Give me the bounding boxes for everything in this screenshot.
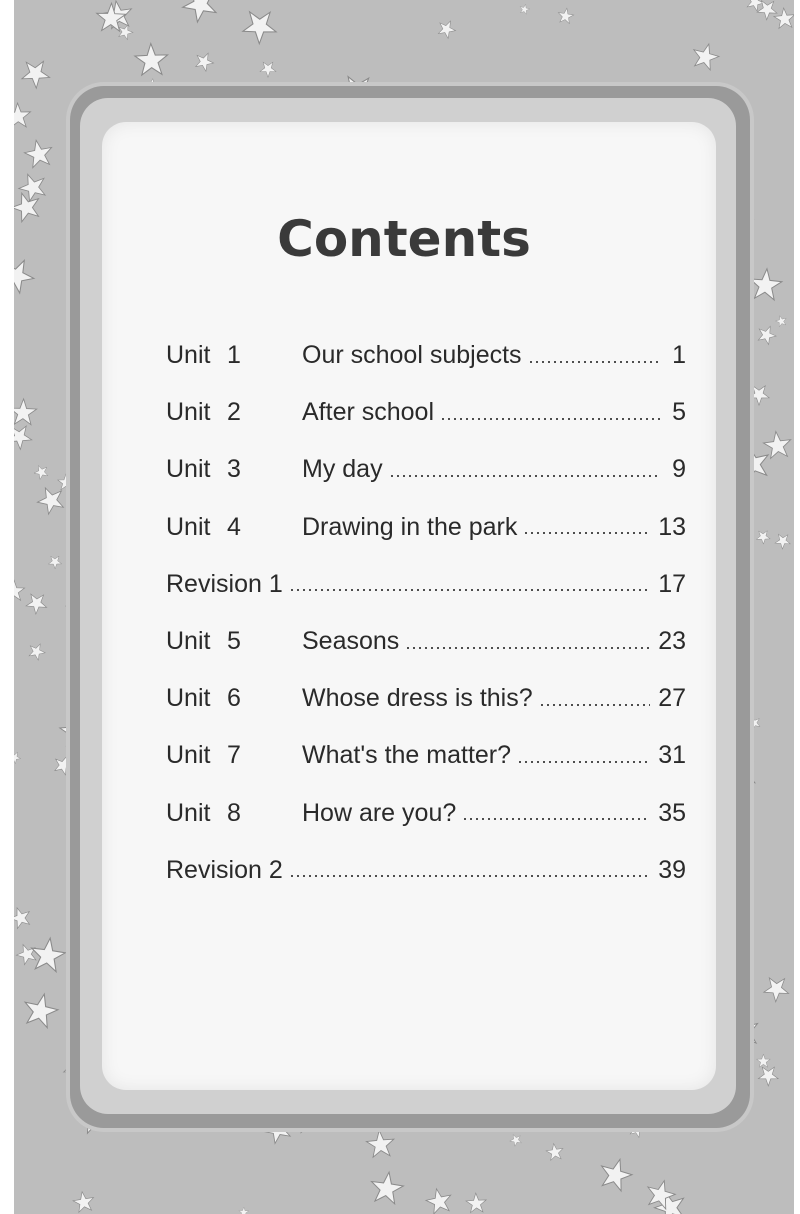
star-icon xyxy=(597,1155,636,1193)
page-number: 23 xyxy=(658,627,686,656)
unit-label xyxy=(166,741,302,770)
star-icon xyxy=(14,580,25,600)
star-icon xyxy=(755,323,779,346)
toc-entry-unit-1[interactable] xyxy=(166,327,686,384)
dot-leader xyxy=(389,475,660,477)
toc-entry-revision-1[interactable] xyxy=(166,556,686,613)
star-icon xyxy=(424,1184,457,1214)
unit-title: Our school subjects xyxy=(302,341,522,370)
page-number: 39 xyxy=(658,855,686,884)
unit-number: 1 xyxy=(226,341,241,370)
star-icon xyxy=(14,749,23,764)
table-of-contents xyxy=(166,327,686,899)
star-icon xyxy=(46,552,64,570)
unit-title: After school xyxy=(302,398,435,427)
unit-number: 2 xyxy=(226,398,241,427)
unit-title: My day xyxy=(302,455,383,484)
toc-entry-unit-5[interactable] xyxy=(166,613,686,670)
revision-title: Revision 1 xyxy=(166,569,283,598)
unit-title: Drawing in the park xyxy=(302,512,518,541)
unit-word: Unit xyxy=(166,455,211,484)
page-number: 13 xyxy=(658,512,686,541)
unit-number: 3 xyxy=(226,455,241,484)
star-icon xyxy=(21,990,61,1029)
star-icon xyxy=(508,1132,524,1148)
star-icon xyxy=(29,936,67,973)
unit-number: 6 xyxy=(226,684,241,713)
star-icon xyxy=(26,640,47,661)
star-icon xyxy=(545,1141,567,1163)
page-number: 9 xyxy=(672,455,686,484)
dot-leader xyxy=(289,589,650,591)
star-icon xyxy=(755,1061,782,1088)
dot-leader xyxy=(517,761,650,763)
star-icon xyxy=(32,462,51,481)
star-icon xyxy=(14,420,36,452)
toc-entry-revision-2[interactable] xyxy=(166,842,686,899)
dot-leader xyxy=(462,818,650,820)
star-icon xyxy=(760,971,794,1005)
star-icon xyxy=(369,1170,405,1205)
unit-number: 5 xyxy=(226,627,241,656)
unit-word: Unit xyxy=(166,512,211,541)
dot-leader xyxy=(539,704,651,706)
star-icon xyxy=(193,49,217,72)
unit-number: 7 xyxy=(226,741,241,770)
toc-entry-unit-7[interactable] xyxy=(166,727,686,784)
unit-word: Unit xyxy=(166,398,211,427)
unit-number: 4 xyxy=(226,512,241,541)
star-icon xyxy=(258,58,280,79)
star-icon xyxy=(14,398,37,424)
unit-word: Unit xyxy=(166,341,211,370)
dot-leader xyxy=(405,647,650,649)
unit-title: Whose dress is this? xyxy=(302,684,533,713)
toc-entry-unit-3[interactable] xyxy=(166,441,686,498)
star-icon xyxy=(238,2,284,47)
star-icon xyxy=(754,527,773,546)
page-number: 27 xyxy=(658,684,686,713)
star-icon xyxy=(178,0,224,27)
unit-title: What's the matter? xyxy=(302,741,512,770)
star-icon xyxy=(519,3,531,14)
unit-label xyxy=(166,684,302,713)
unit-label xyxy=(166,341,302,370)
toc-entry-unit-6[interactable] xyxy=(166,670,686,727)
page-number: 35 xyxy=(658,798,686,827)
unit-label xyxy=(166,799,302,828)
dot-leader xyxy=(289,875,650,877)
revision-title: Revision 2 xyxy=(166,855,283,884)
dot-leader xyxy=(523,532,650,534)
toc-entry-unit-4[interactable] xyxy=(166,499,686,556)
unit-label xyxy=(166,455,302,484)
star-icon xyxy=(96,3,126,32)
star-icon xyxy=(772,5,794,32)
star-icon xyxy=(239,1207,249,1214)
star-icon xyxy=(133,40,173,81)
star-icon xyxy=(14,100,35,132)
star-icon xyxy=(71,1188,98,1214)
dot-leader xyxy=(528,361,660,363)
page-title: Contents xyxy=(277,210,531,268)
star-icon xyxy=(690,41,722,72)
toc-entry-unit-8[interactable] xyxy=(166,785,686,842)
unit-label xyxy=(166,398,302,427)
star-icon xyxy=(364,1126,399,1162)
unit-word: Unit xyxy=(166,684,211,713)
star-icon xyxy=(773,530,794,551)
star-icon xyxy=(23,588,51,616)
page-number: 1 xyxy=(672,341,686,370)
star-icon xyxy=(14,903,36,931)
star-icon xyxy=(757,1054,771,1067)
page-number: 17 xyxy=(658,569,686,598)
star-icon xyxy=(748,267,782,300)
star-icon xyxy=(774,314,789,329)
unit-title: Seasons xyxy=(302,627,400,656)
toc-entry-unit-2[interactable] xyxy=(166,384,686,441)
unit-number: 8 xyxy=(226,798,241,827)
unit-word: Unit xyxy=(166,798,211,827)
star-icon xyxy=(465,1190,490,1214)
star-icon xyxy=(22,135,58,172)
star-icon xyxy=(116,22,135,40)
unit-word: Unit xyxy=(166,741,211,770)
star-icon xyxy=(557,7,575,24)
unit-title: How are you? xyxy=(302,798,457,827)
unit-word: Unit xyxy=(166,627,211,656)
unit-label xyxy=(166,627,302,656)
page-number: 31 xyxy=(658,741,686,770)
star-icon xyxy=(17,54,55,91)
star-icon xyxy=(435,17,458,40)
unit-label xyxy=(166,513,302,542)
book-page xyxy=(14,0,794,1214)
page-number: 5 xyxy=(672,398,686,427)
dot-leader xyxy=(440,418,660,420)
